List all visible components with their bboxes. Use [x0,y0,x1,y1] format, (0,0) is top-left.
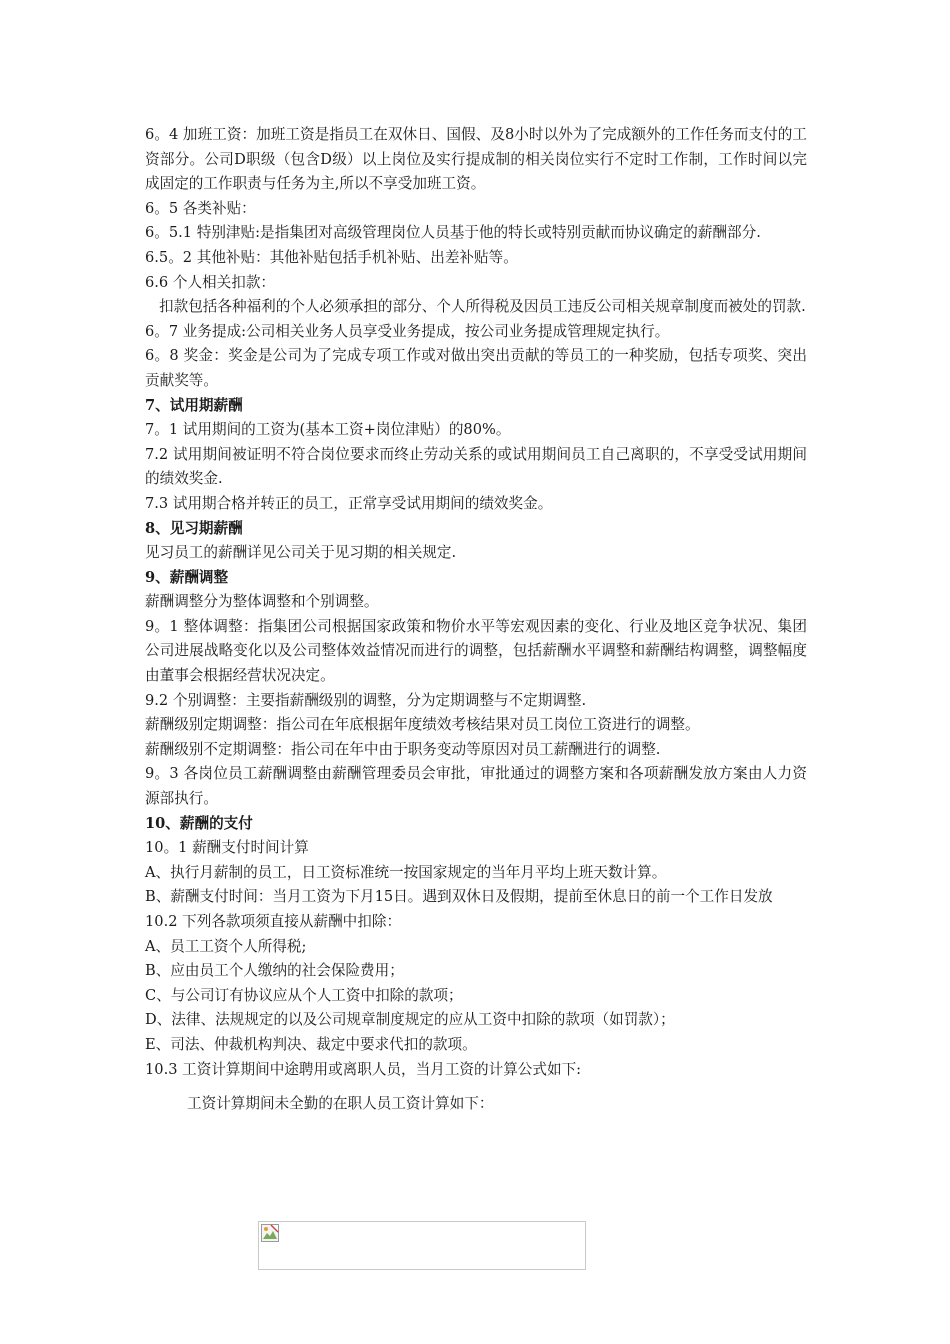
para-6-5-allowances: 6。5 各类补贴： [145,199,256,217]
para-10-1-b: B、薪酬支付时间：当月工资为下月15日。遇到双休日及假期，提前至休息日的前一个工作日发放 [145,888,773,906]
para-10-2-d: D、法律、法规规定的以及公司规章制度规定的应从工资中扣除的款项（如罚款）； [145,1011,675,1029]
para-10-1: 10。1 薪酬支付时间计算 [145,839,309,857]
para-10-2-a: A、员工工资个人所得税; [145,937,307,955]
para-6-5-1-special-allowance: 6。5.1 特别津贴:是指集团对高级管理岗位人员基于他的特长或特别贡献而协议确定的薪酬部分. [145,224,761,242]
para-10-1-a: A、执行月薪制的员工，日工资标准统一按国家规定的当年月平均上班天数计算。 [145,863,667,881]
para-9-2-irregular: 薪酬级别不定期调整：指公司在年中由于职务变动等原因对员工薪酬进行的调整. [145,740,661,758]
heading-9-adjustment: 9、薪酬调整 [145,568,229,586]
para-7-1: 7。1 试用期间的工资为(基本工资+岗位津贴）的80%。 [145,421,511,439]
para-10-2-e: E、司法、仲裁机构判决、裁定中要求代扣的款项。 [145,1035,477,1053]
heading-7-probation: 7、试用期薪酬 [145,396,243,414]
para-deductions-detail: 扣款包括各种福利的个人必须承担的部分、个人所得税及因员工违反公司相关规章制度而被处的罚款. [159,298,806,316]
formula-image-placeholder [258,1221,586,1270]
document-body [145,123,807,1117]
para-8-detail: 见习员工的薪酬详见公司关于见习期的相关规定. [145,544,457,562]
heading-10-payment: 10、薪酬的支付 [145,814,253,832]
broken-image-icon [261,1224,279,1242]
para-9-2: 9.2 个别调整：主要指薪酬级别的调整，分为定期调整与不定期调整. [145,691,587,709]
heading-8-internship: 8、见习期薪酬 [145,519,243,537]
para-10-3: 10.3 工资计算期间中途聘用或离职人员，当月工资的计算公式如下: [145,1060,582,1078]
para-10-2-b: B、应由员工个人缴纳的社会保险费用； [145,962,404,980]
para-7-2: 7.2 试用期间被证明不符合岗位要求而终止劳动关系的或试用期间员工自己离职的，不享受受试用期间的绩效奖金. [145,445,807,488]
para-10-2: 10.2 下列各款项须直接从薪酬中扣除： [145,913,402,930]
para-6-5-2-other-allowance: 6.5。2 其他补贴：其他补贴包括手机补贴、出差补贴等。 [145,248,518,266]
para-6-7-commission: 6。7 业务提成:公司相关业务人员享受业务提成，按公司业务提成管理规定执行。 [145,322,670,340]
para-10-2-c: C、与公司订有协议应从个人工资中扣除的款项； [145,986,463,1004]
para-6-4-overtime: 6。4 加班工资：加班工资是指员工在双休日、国假、及8小时以外为了完成额外的工作任务而支付的工资部分。公司D职级（包含D级）以上岗位及实行提成制的相关岗位实行不定时工作制，工作时间以完成固定的工作职责与任务为主,所以不享受加班工资。 [145,126,807,193]
para-6-6-deductions: 6.6 个人相关扣款： [145,273,276,291]
para-9-3: 9。3 各岗位员工薪酬调整由薪酬管理委员会审批，审批通过的调整方案和各项薪酬发放方案由人力资源部执行。 [145,765,807,808]
para-9-1: 9。1 整体调整：指集团公司根据国家政策和物价水平等宏观因素的变化、行业及地区竞争状况、集团公司进展战略变化以及公司整体效益情况而进行的调整，包括薪酬水平调整和薪酬结构调整，调整幅度由董事会根据经营状况决定。 [145,617,807,685]
para-10-3-formula-intro: 工资计算期间未全勤的在职人员工资计算如下： [187,1095,494,1113]
para-9-2-periodic: 薪酬级别定期调整：指公司在年底根据年度绩效考核结果对员工岗位工资进行的调整。 [145,716,700,734]
para-9-intro: 薪酬调整分为整体调整和个别调整。 [145,593,379,611]
para-7-3: 7.3 试用期合格并转正的员工，正常享受试用期间的绩效奖金。 [145,494,553,512]
para-6-8-bonus: 6。8 奖金：奖金是公司为了完成专项工作或对做出突出贡献的等员工的一种奖励，包括专项奖、突出贡献奖等。 [145,347,807,389]
